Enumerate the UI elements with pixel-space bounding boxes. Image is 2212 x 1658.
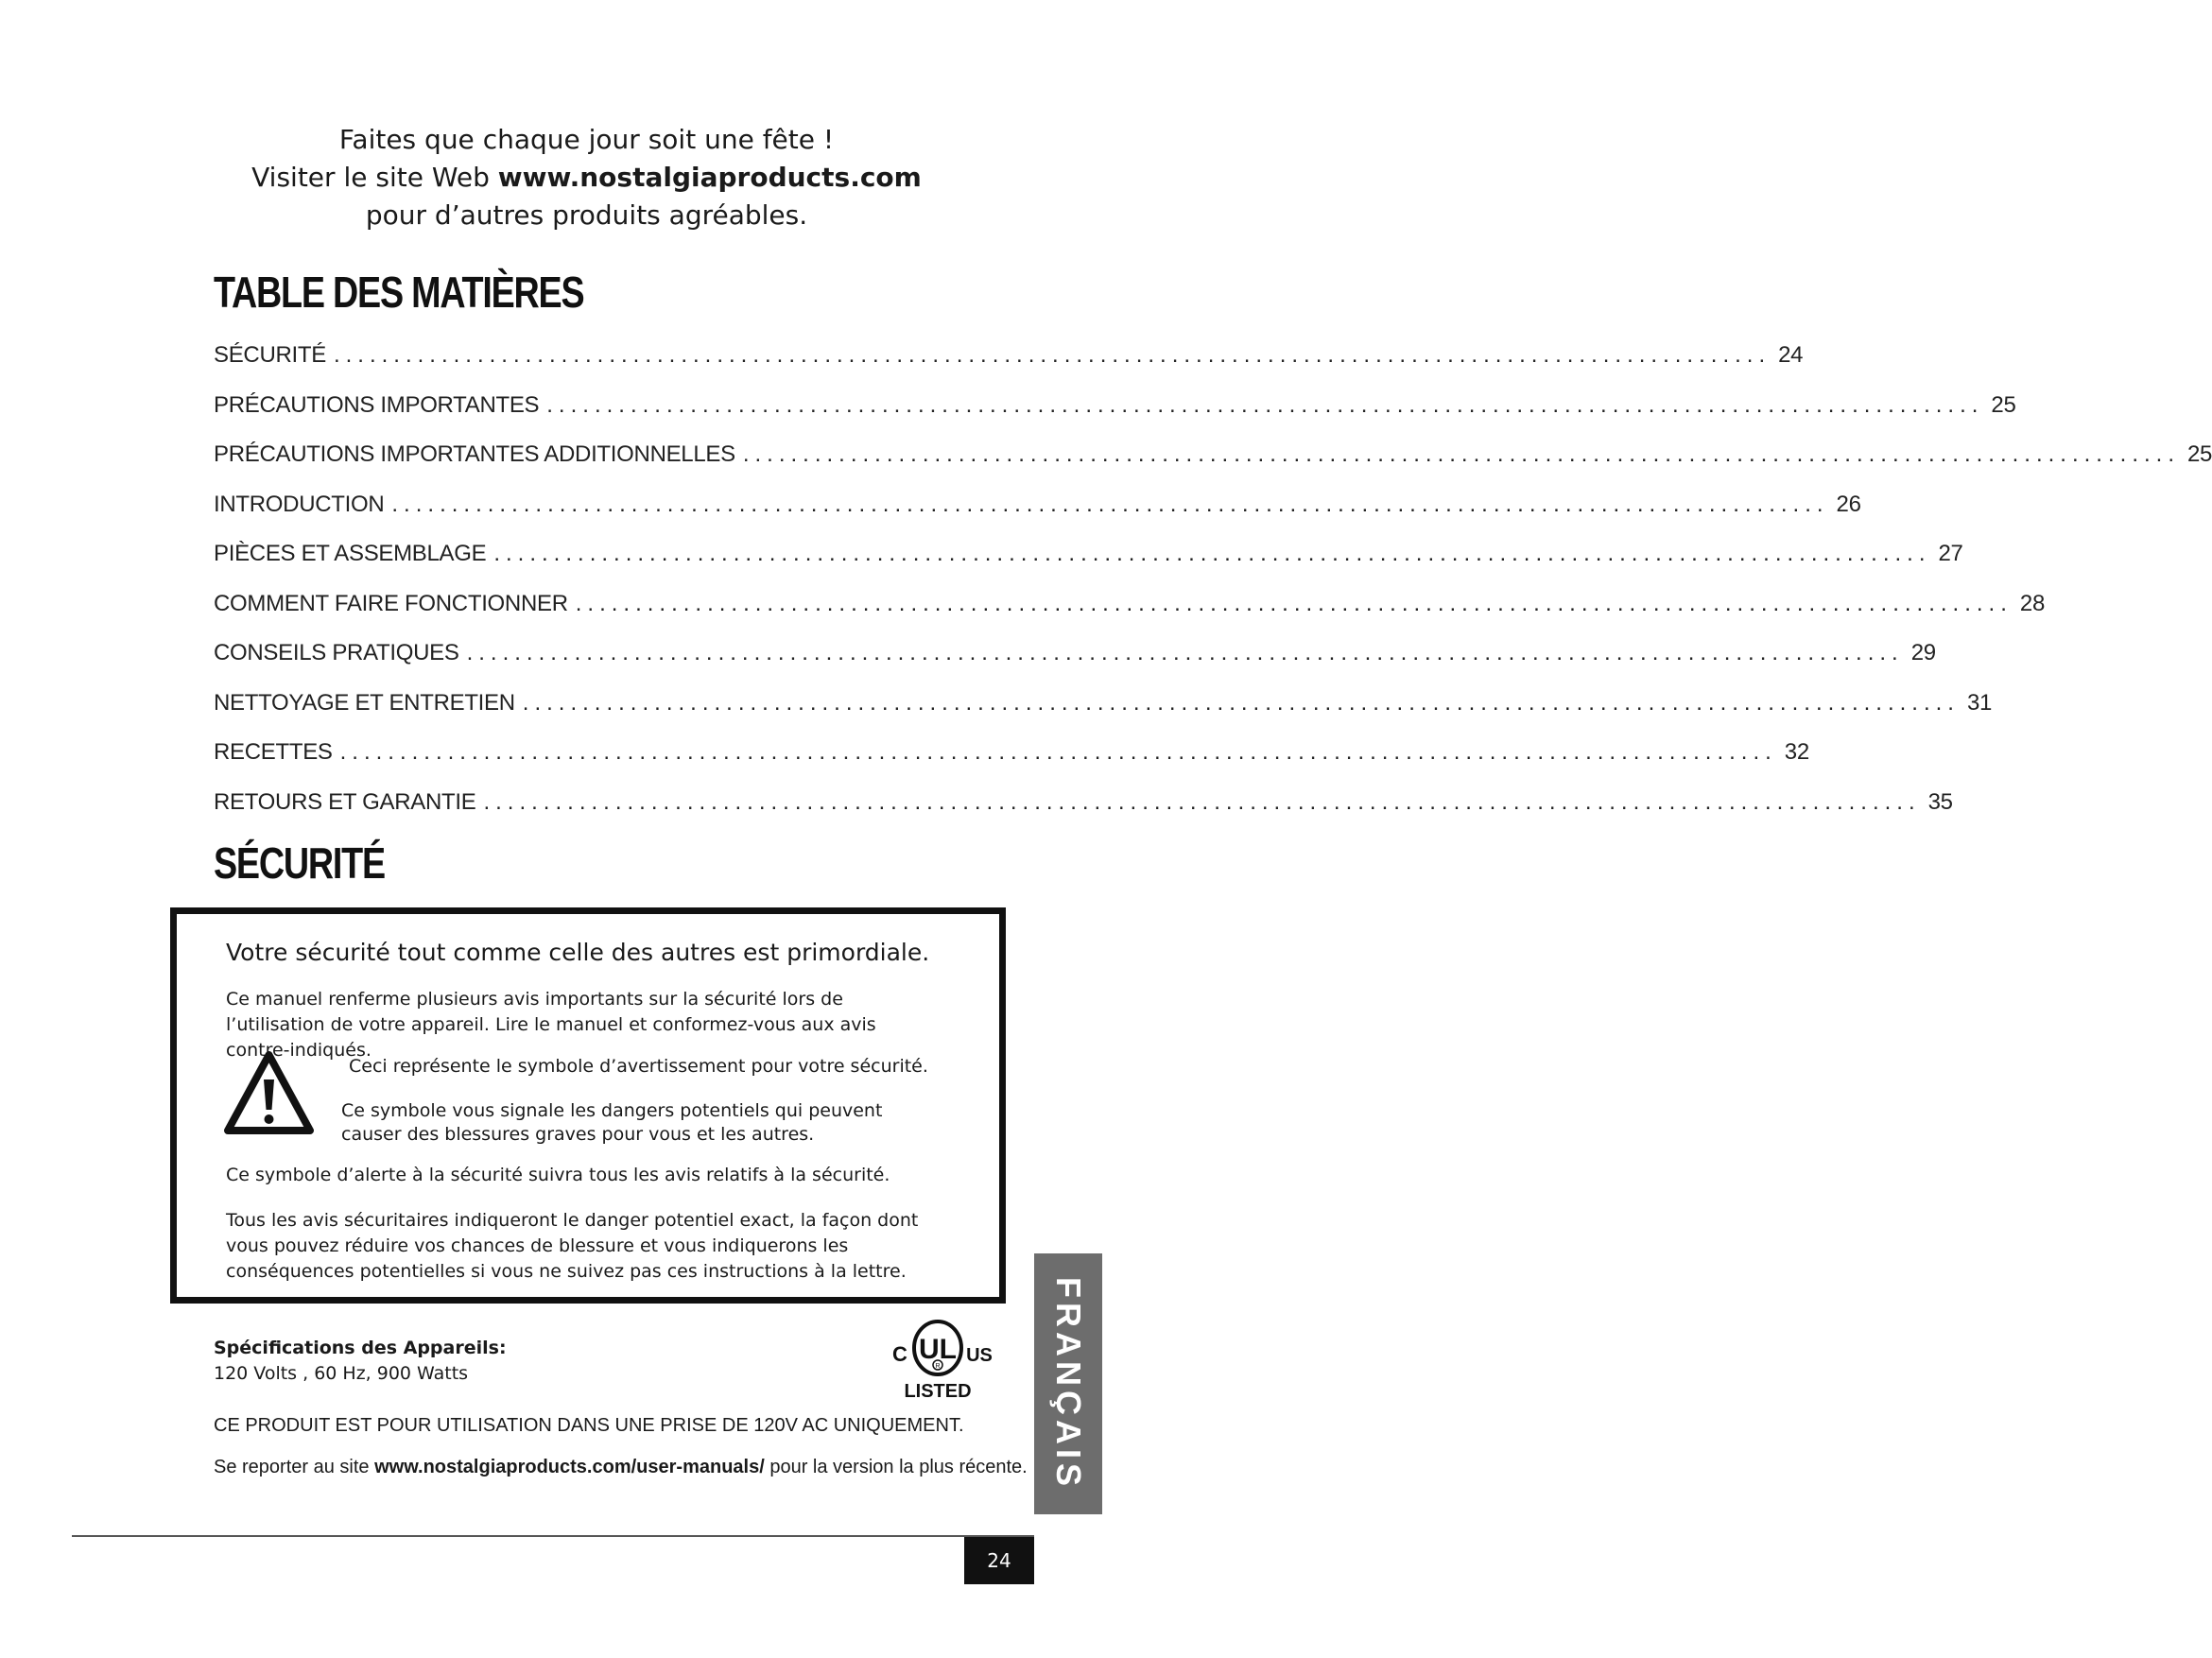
safety-paragraph-1: Ce manuel renferme plusieurs avis importants sur la sécurité lors de l’utilisation de votre appareil. Lire le manuel et conformez-vous aux avis contre-indiqués. (226, 989, 876, 1061)
footer-divider (72, 1535, 1034, 1537)
safety-paragraph-2: Ce symbole d’alerte à la sécurité suivra tous les avis relatifs à la sécurité. (226, 1165, 890, 1185)
ul-us-text: US (966, 1345, 993, 1366)
toc-entry-label: INTRODUCTION (214, 491, 385, 517)
toc-entry[interactable] (214, 529, 1963, 579)
table-of-contents (214, 331, 2212, 827)
toc-entry[interactable] (214, 331, 1804, 381)
toc-entry-page: 24 (1778, 342, 1804, 369)
intro-line-2 (0, 159, 1173, 197)
specs-label: Spécifications des Appareils: (214, 1338, 507, 1358)
specs-value: 120 Volts , 60 Hz, 900 Watts (214, 1363, 469, 1384)
ul-registered-text: R (935, 1363, 941, 1370)
appliance-specifications (214, 1336, 507, 1387)
toc-entry-label: PRÉCAUTIONS IMPORTANTES ADDITIONNELLES (214, 441, 735, 468)
intro-line-1: Faites que chaque jour soit une fête ! (338, 124, 835, 155)
toc-entry[interactable] (214, 629, 1936, 679)
toc-entry[interactable] (214, 381, 2016, 431)
toc-leader-dots: ........................................................................................................................ (391, 491, 1829, 517)
toc-entry-page: 26 (1836, 491, 1861, 517)
toc-entry[interactable] (214, 679, 1993, 729)
warning-triangle-icon (224, 1051, 314, 1134)
safety-paragraph-3: Tous les avis sécuritaires indiqueront le danger potentiel exact, la façon dont vous pouvez réduire vos chances de blessure et vous indiquerons les conséquences potentielles si vous ne suivez pas ces instructions à la lettre. (226, 1210, 919, 1282)
voltage-notice: CE PRODUIT EST POUR UTILISATION DANS UNE PRISE DE 120V AC UNIQUEMENT. (214, 1415, 964, 1436)
intro-line-3: pour d’autres produits agréables. (365, 199, 808, 231)
toc-leader-dots: ........................................................................................................................ (339, 739, 1777, 766)
toc-entry-page: 25 (1991, 391, 2016, 418)
language-tab-label: FRANÇAIS (1049, 1277, 1088, 1491)
manual-ref-prefix: Se reporter au site (214, 1457, 375, 1477)
toc-entry-page: 29 (1910, 640, 1936, 666)
intro-website-link[interactable]: www.nostalgiaproducts.com (497, 162, 922, 193)
ul-c-text: C (892, 1342, 907, 1366)
toc-entry-label: SÉCURITÉ (214, 342, 326, 369)
toc-leader-dots: ........................................................................................................................ (333, 342, 1771, 369)
safety-title: SÉCURITÉ (214, 838, 385, 888)
toc-entry[interactable] (214, 579, 2045, 630)
toc-leader-dots: ........................................................................................................................ (742, 441, 2180, 468)
toc-title: TABLE DES MATIÈRES (214, 268, 584, 317)
toc-entry-label: CONSEILS PRATIQUES (214, 640, 459, 666)
intro-line-2-prefix: Visiter le site Web (251, 162, 498, 193)
toc-leader-dots: ........................................................................................................................ (493, 541, 1931, 567)
toc-entry-label: COMMENT FAIRE FONCTIONNER (214, 590, 568, 616)
page-number: 24 (964, 1537, 1034, 1584)
toc-entry[interactable] (214, 728, 1809, 778)
toc-leader-dots: ........................................................................................................................ (546, 391, 1984, 418)
toc-leader-dots: ........................................................................................................................ (466, 640, 1904, 666)
safety-heading: Votre sécurité tout comme celle des autres est primordiale. (226, 939, 930, 966)
ul-text: UL (919, 1334, 957, 1365)
toc-entry[interactable] (214, 778, 1953, 828)
toc-entry-label: PIÈCES ET ASSEMBLAGE (214, 541, 487, 567)
ul-listed-text: LISTED (904, 1381, 972, 1402)
toc-entry-label: RECETTES (214, 739, 333, 766)
symbol-line: Ceci représente le symbole d’avertissement pour votre sécurité. (349, 1056, 928, 1077)
manuals-link[interactable]: www.nostalgiaproducts.com/user-manuals/ (374, 1457, 765, 1477)
language-tab (1034, 1253, 1102, 1514)
toc-leader-dots: ........................................................................................................................ (575, 590, 2013, 616)
symbol-description: Ce symbole vous signale les dangers potentiels qui peuvent causer des blessures graves pour vous et les autres. (341, 1100, 883, 1145)
manual-ref-suffix: pour la version la plus récente. (764, 1457, 1028, 1477)
toc-entry-page: 31 (1966, 689, 1993, 716)
toc-entry-page: 35 (1927, 788, 1953, 815)
toc-entry-page: 27 (1938, 541, 1963, 567)
toc-leader-dots: ........................................................................................................................ (522, 689, 1960, 716)
manual-reference (214, 1457, 1028, 1478)
toc-entry-label: RETOURS ET GARANTIE (214, 788, 476, 815)
ul-listed-logo (877, 1316, 998, 1403)
toc-entry-page: 28 (2019, 590, 2045, 616)
safety-box (170, 907, 1006, 1304)
intro-block (0, 121, 1173, 234)
toc-entry-page: 32 (1784, 739, 1809, 766)
toc-entry-page: 25 (2186, 441, 2212, 468)
toc-entry[interactable] (214, 480, 1861, 530)
toc-leader-dots: ........................................................................................................................ (483, 788, 1921, 815)
toc-entry-label: NETTOYAGE ET ENTRETIEN (214, 689, 515, 716)
toc-entry-label: PRÉCAUTIONS IMPORTANTES (214, 391, 540, 418)
toc-entry[interactable] (214, 430, 2212, 480)
